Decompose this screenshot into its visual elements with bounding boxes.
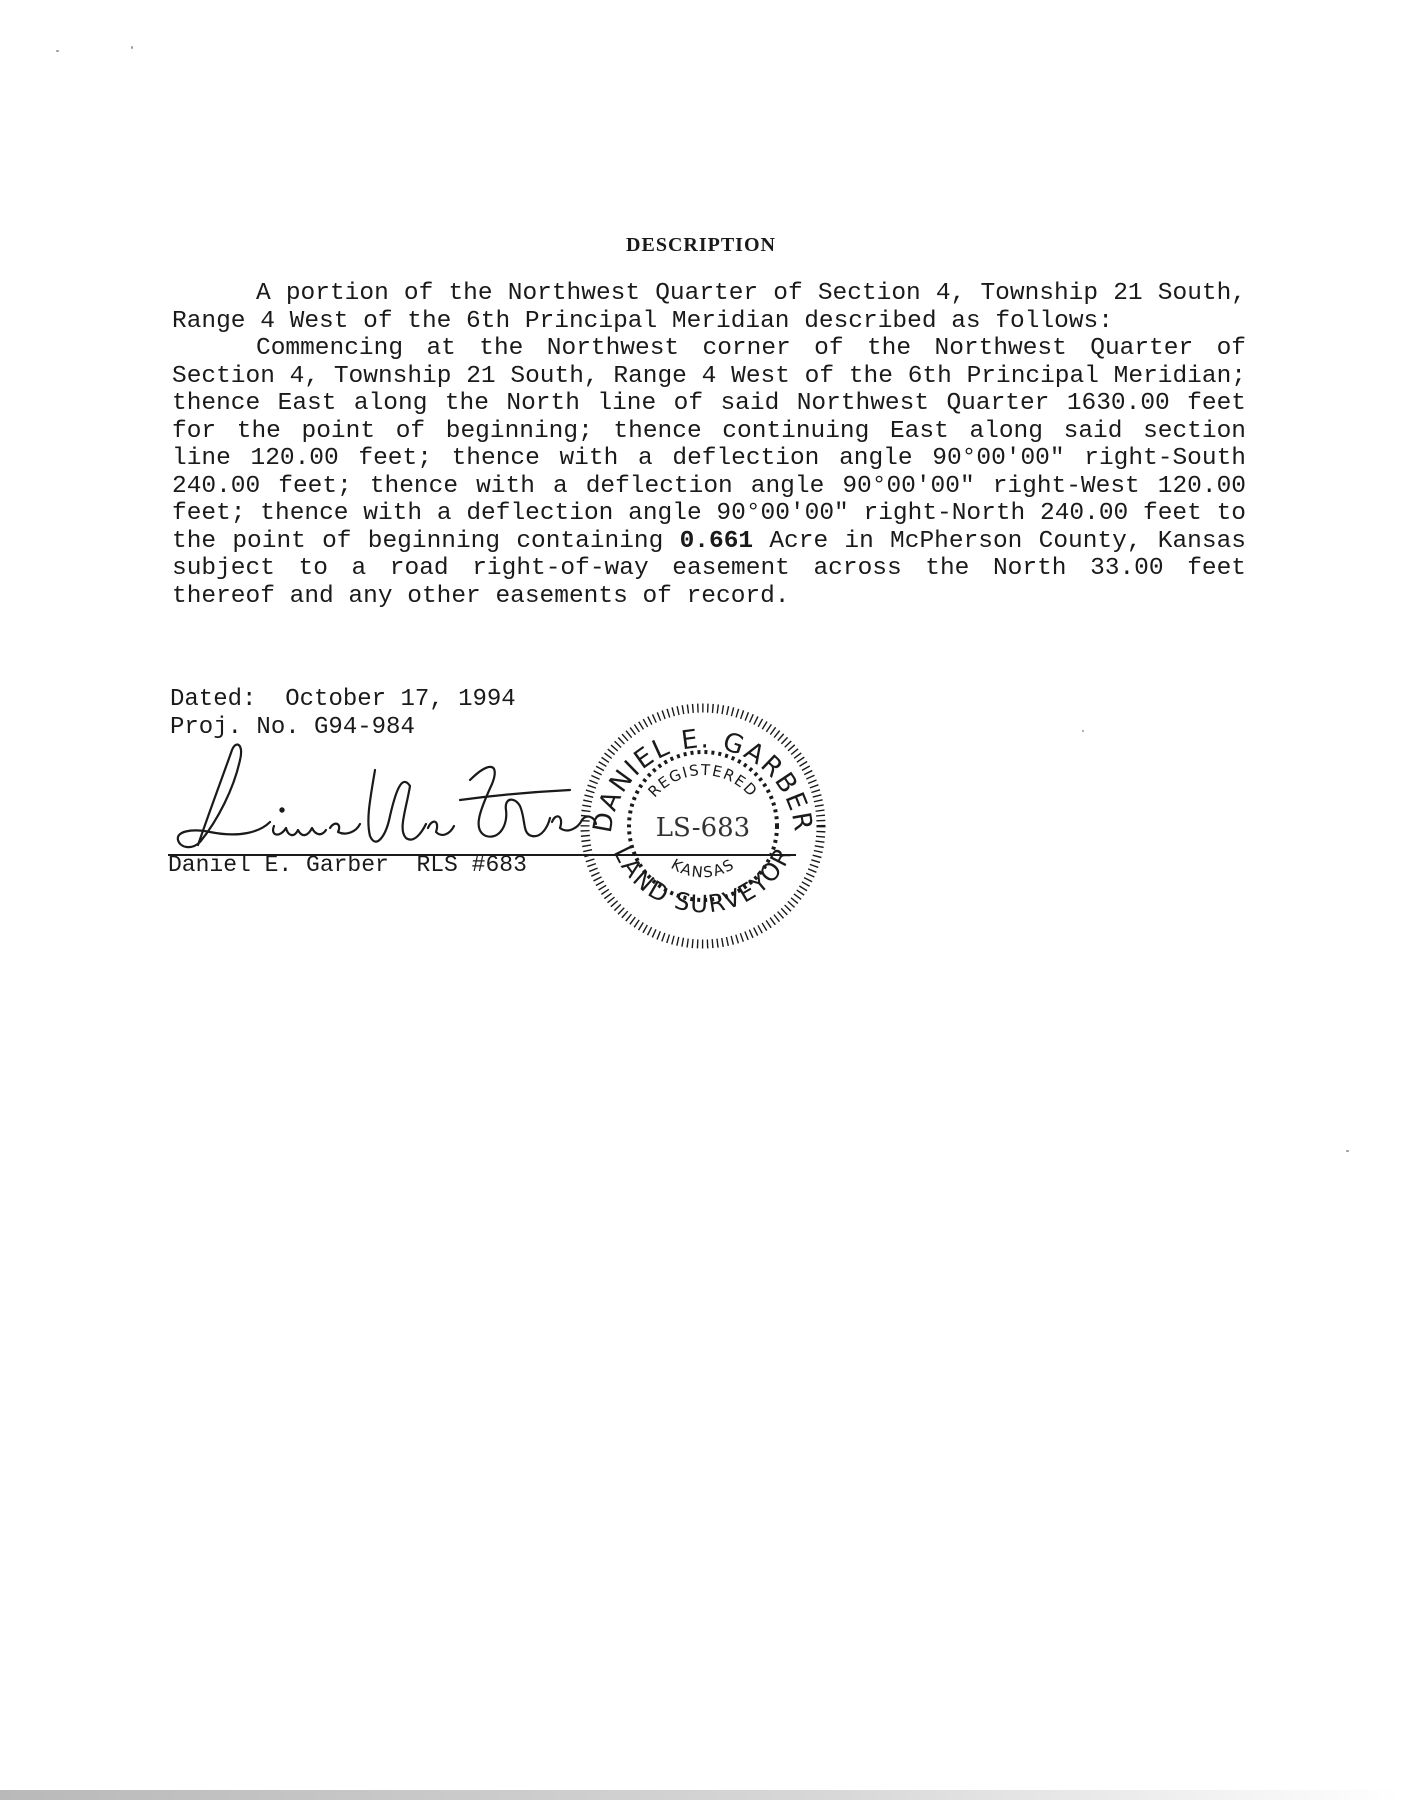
signer-block — [168, 852, 527, 878]
svg-text:REGISTERED — [644, 761, 761, 801]
paragraph-metes-bounds — [172, 335, 1246, 610]
metes-bounds-text: Commencing at the Northwest corner of the Northwest Quarter of Section 4, Township 21 South, Range 4 West of the 6th Principal Meridian; thence East along the North line of said Northwest Quarter 1630.00 feet for the point of beginning; thence continuing East along said section line 120.00 feet; thence with a deflection angle 90°00'00" right-South 240.00 feet; thence with a deflection angle 90°00'00" right-West 120.00 feet; thence with a deflection angle 90°00'00" right-North 240.00 feet to the point of beginning containing — [172, 335, 1246, 555]
paragraph-intro: A portion of the Northwest Quarter of Section 4, Township 21 South, Range 4 West of the 6th Principal Meridian described as follows: — [172, 280, 1246, 335]
signer-name: Daniel E. Garber — [168, 852, 389, 878]
surveyor-seal — [572, 690, 832, 958]
seal-title-text: LAND SURVEYOR — [608, 841, 799, 919]
dated-line — [170, 686, 516, 714]
project-value: G94-984 — [314, 714, 415, 741]
dated-value: October 17, 1994 — [285, 686, 516, 713]
seal-license-number: LS-683 — [655, 813, 751, 843]
dated-label: Dated: — [170, 686, 257, 713]
svg-text:KANSAS — [668, 855, 738, 882]
document-meta — [170, 686, 516, 742]
scan-edge — [0, 1790, 1402, 1800]
scan-speck — [1082, 730, 1084, 732]
scan-speck — [1346, 1150, 1349, 1152]
scan-speck — [56, 50, 59, 52]
document-title: DESCRIPTION — [626, 234, 776, 256]
project-label: Proj. No. — [170, 714, 300, 741]
project-line — [170, 714, 516, 742]
seal-state-text: KANSAS — [668, 855, 738, 882]
handwritten-signature — [170, 740, 620, 850]
scan-speck — [131, 46, 133, 49]
metes-bounds-text-end: Acre in McPherson County, Kansas subject to a road right-of-way easement across the North 33.00 feet thereof and any other easements of record. — [172, 527, 1246, 610]
seal-name-text: DANIEL E. GARBER — [587, 724, 819, 835]
seal-registered-text: REGISTERED — [644, 760, 762, 801]
signer-license: RLS #683 — [416, 852, 527, 878]
acreage-value: 0.661 — [679, 527, 754, 555]
legal-description — [172, 280, 1246, 610]
